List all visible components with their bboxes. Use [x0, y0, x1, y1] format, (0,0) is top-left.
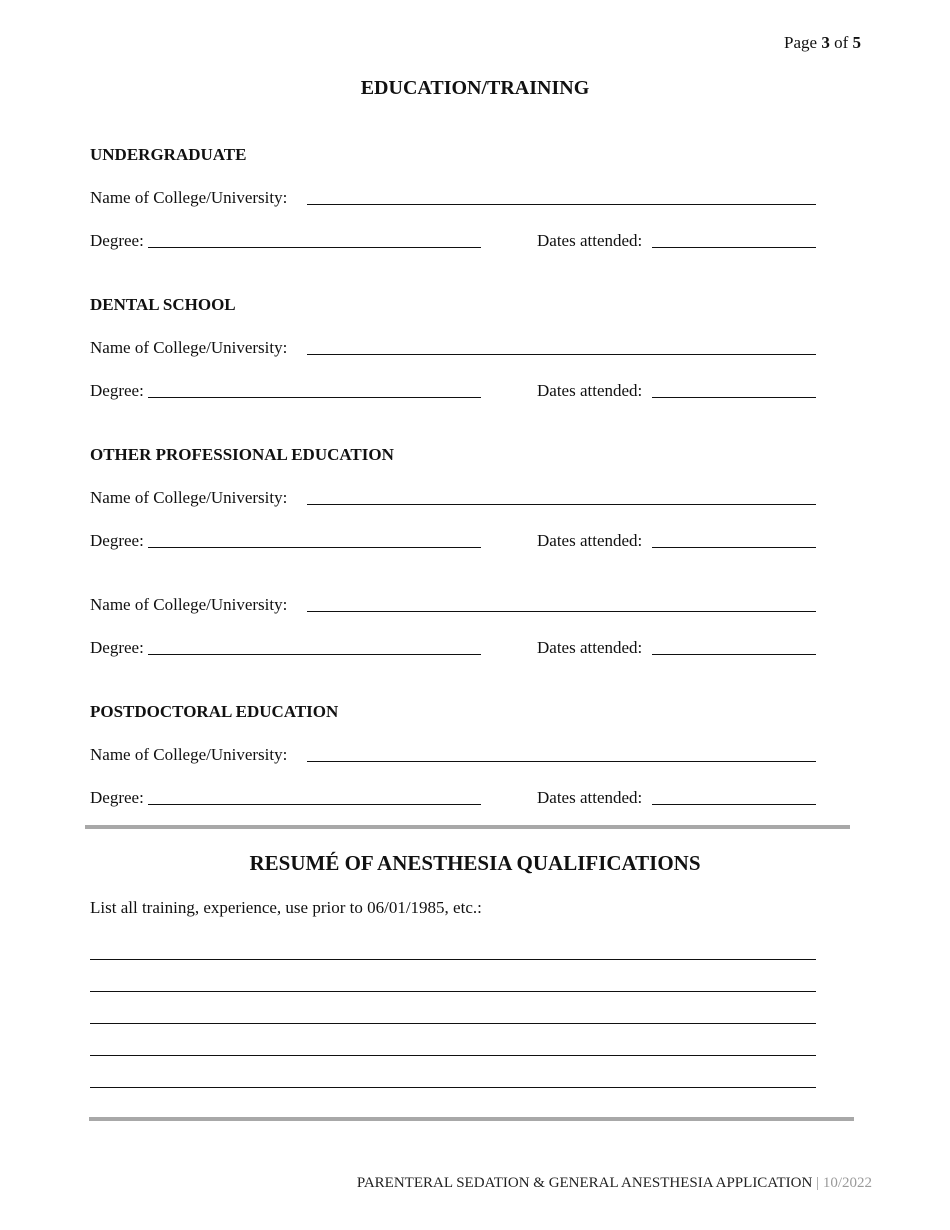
page-title: EDUCATION/TRAINING [360, 77, 590, 99]
college-label: Name of College/University: [90, 338, 288, 357]
degree-label: Degree: [90, 788, 144, 807]
dates-label: Dates attended: [537, 788, 643, 807]
undergrad-dates-field[interactable] [652, 247, 816, 248]
dates-label: Dates attended: [537, 231, 643, 250]
postdoc-college-field[interactable] [307, 761, 816, 762]
college-label: Name of College/University: [90, 745, 288, 764]
dates-label: Dates attended: [537, 381, 643, 400]
undergrad-college-field[interactable] [307, 204, 816, 205]
footer-separator: | [816, 1175, 820, 1191]
other1-dates-field[interactable] [652, 547, 816, 548]
page-number: Page 3 of 5 [784, 33, 861, 52]
resume-instruction: List all training, experience, use prior to 06/01/1985, etc.: [90, 898, 482, 917]
degree-label: Degree: [90, 638, 144, 657]
resume-line[interactable] [90, 1055, 816, 1056]
footer-date: 10/2022 [822, 1175, 872, 1191]
dental-dates-field[interactable] [652, 397, 816, 398]
postdoc-dates-field[interactable] [652, 804, 816, 805]
degree-label: Degree: [90, 531, 144, 550]
section-dental-school: DENTAL SCHOOL [90, 295, 236, 314]
section-divider [85, 825, 850, 829]
resume-title: RESUMÉ OF ANESTHESIA QUALIFICATIONS [249, 851, 701, 875]
resume-line[interactable] [90, 1023, 816, 1024]
college-label: Name of College/University: [90, 595, 288, 614]
degree-label: Degree: [90, 231, 144, 250]
undergrad-degree-field[interactable] [148, 247, 481, 248]
college-label: Name of College/University: [90, 188, 288, 207]
other2-college-field[interactable] [307, 611, 816, 612]
other1-degree-field[interactable] [148, 547, 481, 548]
resume-line[interactable] [90, 991, 816, 992]
college-label: Name of College/University: [90, 488, 288, 507]
other2-degree-field[interactable] [148, 654, 481, 655]
dental-college-field[interactable] [307, 354, 816, 355]
postdoc-degree-field[interactable] [148, 804, 481, 805]
other2-dates-field[interactable] [652, 654, 816, 655]
dates-label: Dates attended: [537, 531, 643, 550]
footer-title: PARENTERAL SEDATION & GENERAL ANESTHESIA APPLICATION [356, 1175, 813, 1191]
degree-label: Degree: [90, 381, 144, 400]
resume-line[interactable] [90, 959, 816, 960]
bottom-divider [89, 1117, 854, 1121]
dates-label: Dates attended: [537, 638, 643, 657]
section-other-professional: OTHER PROFESSIONAL EDUCATION [90, 445, 394, 464]
footer [357, 1175, 872, 1192]
section-postdoctoral: POSTDOCTORAL EDUCATION [90, 702, 339, 721]
resume-line[interactable] [90, 1087, 816, 1088]
other1-college-field[interactable] [307, 504, 816, 505]
dental-degree-field[interactable] [148, 397, 481, 398]
section-undergraduate: UNDERGRADUATE [90, 145, 247, 164]
